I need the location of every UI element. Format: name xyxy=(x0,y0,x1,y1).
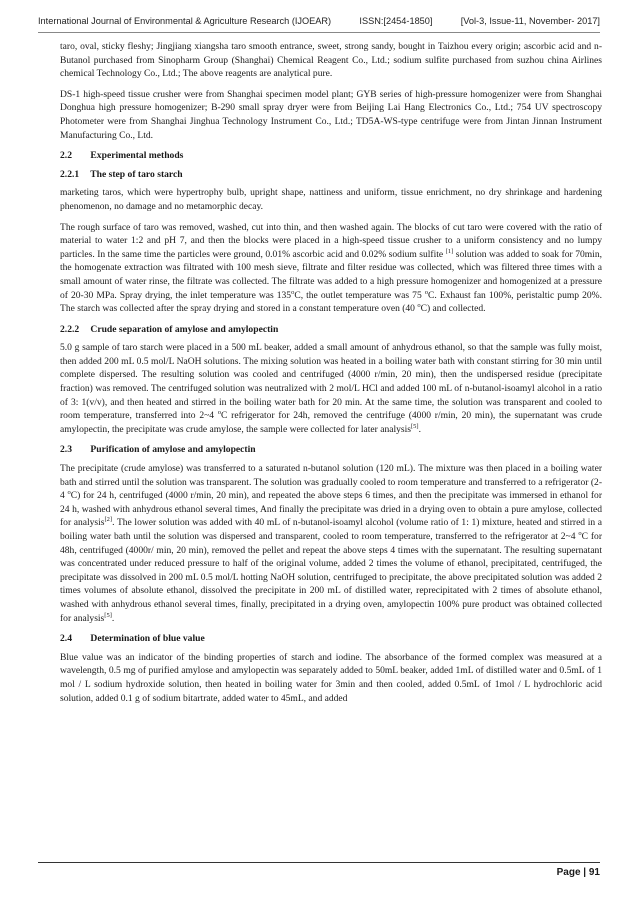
page-number: Page | 91 xyxy=(556,867,600,878)
volume-issue: [Vol-3, Issue-11, November- 2017] xyxy=(460,16,600,26)
text-run: C) and collected. xyxy=(420,303,486,315)
citation: [5] xyxy=(104,611,112,619)
paragraph-crude-separation xyxy=(60,341,602,436)
citation: [1] xyxy=(445,247,454,255)
degree-mark: o xyxy=(424,288,429,296)
section-title: Experimental methods xyxy=(90,150,184,162)
heading-taro-starch-step xyxy=(60,168,602,182)
section-number: 2.2 xyxy=(60,150,72,162)
running-header xyxy=(38,10,600,33)
section-number: 2.2.1 xyxy=(60,168,80,180)
text-run: C for 48h, centrifuged (4000r/ min, 20 min), removed the pellet and repeat the above steps 4 times with the supernatant. The resulting supernatant was concentrated under reduced pressure to half of the original volume, added 2 times the volume of ethanol, precipitated, centrifuged, the precipitate was dissolved in 200 mL 0.5 mol/L hotting NaOH solution, centrifuged to precipitate, the above precipitated solution was added 2 times volumes of absolute ethanol, dissolved the precipitate in 200 mL of distilled water, reprecipitated with 2 times of absolute ethanol, washed with anhydrous ethanol several times, finally, precipitated in a drying oven, amylopectin 100% pure product was obtained collected for analysis xyxy=(60,531,602,624)
section-number: 2.4 xyxy=(60,633,72,645)
paragraph-starch-preparation xyxy=(60,221,602,316)
text-run: The precipitate (crude amylose) was transferred to a saturated n-butanol solution (120 mL). The mixture was then placed in a boiling water bath and stirred until the solution was transparent. The solution was gradually cooled to room temperature and transferred to a refrigerator (2-4 xyxy=(60,463,602,502)
text-run: C refrigerator for 24h, removed the centrifuge (4000 r/min, 20 min), the supernatant was crude amylopectin, the precipitate was crude amylose, the sample were collected for later analysis xyxy=(60,410,602,435)
text-run: C. Exhaust fan 100%, peristaltic pump 20%. The starch was collected after the spray drying and stored in a constant temperature oven (40 xyxy=(60,289,602,315)
section-title: The step of taro starch xyxy=(90,168,183,180)
section-title: Determination of blue value xyxy=(90,633,205,645)
section-title: Purification of amylose and amylopectin xyxy=(90,444,256,456)
citation: [2] xyxy=(104,516,113,524)
heading-blue-value xyxy=(60,632,602,646)
text-run: . xyxy=(111,612,115,624)
section-number: 2.2.2 xyxy=(60,323,80,335)
journal-name: International Journal of Environmental & Agriculture Research (IJOEAR) xyxy=(38,16,332,26)
paragraph-materials: taro, oval, sticky fleshy; Jingjiang xiangsha taro smooth entrance, sweet, strong sandy, bought in Taizhou every origin; ascorbic acid and n-Butanol purchased from Sinopharm Group (Shanghai) Chemical Reagent Co., Ltd.; sodium sulfite purchased from suzhou china Airlines chemical Technology Co., Ltd.; The above reagents are analytical pure. xyxy=(60,41,602,80)
paragraph-instruments: DS-1 high-speed tissue crusher were from Shanghai specimen model plant; GYB series of high-pressure homogenizer were from Shanghai Donghua high pressure homogenizer; B-290 small spray dryer were from Beijing Lai Hang Electronics Co., Ltd.; 754 UV spectroscopy Photometer were from Shanghai Jinghua Technology Instrument Co., Ltd.; TD5A-WS-type centrifuge were from Jintan Jinnan Instrument Manufacturing Co., Ltd. xyxy=(60,88,602,141)
section-title: Crude separation of amylose and amylopectin xyxy=(90,323,279,335)
heading-purification xyxy=(60,443,602,457)
text-run: C) for 24 h, centrifuged (4000 r/min, 20 min), and repeated the above steps 6 times, and then the precipitate was immersed in ethanol for 24 h, washed with anhydrous ethanol several times, And finally the precipitate was dried in a drying oven to obtain a pure amylose, collected for analysis xyxy=(60,490,602,529)
paragraph-blue-value: Blue value was an indicator of the binding properties of starch and iodine. The absorbance of the formed complex was measured at a wavelength, 0.5 mg of purified amylose and amylopectin was separately added to 50mL beaker, added 1mL of distilled water and 0.5mL of 1 mol / L sodium hydroxide solution, then heated in boiling water for 3min and then cooled, added 0.5mL of 1mol / L hydrochloric acid solution, added 0.1 g of sodium bitartrate, added water to 45mL, and added xyxy=(60,651,602,704)
paragraph-taro-selection: marketing taros, which were hypertrophy bulb, upright shape, nattiness and uniform, tissue enrichment, no dry shrinkage and hardening phenomenon, no damage and no metamorphic decay. xyxy=(60,187,602,212)
text-run: C, the outlet temperature was 75 xyxy=(294,289,425,301)
degree-mark: o xyxy=(417,301,421,309)
degree-mark: o xyxy=(217,409,222,417)
issn: ISSN:[2454-1850] xyxy=(359,16,433,26)
heading-experimental-methods xyxy=(60,149,602,163)
body-text xyxy=(60,40,602,712)
text-run: . xyxy=(418,423,421,435)
citation: [5] xyxy=(410,422,419,430)
degree-mark: o xyxy=(291,288,295,296)
degree-mark: o xyxy=(578,529,582,537)
paragraph-purification xyxy=(60,462,602,625)
degree-mark: o xyxy=(67,489,71,497)
text-run: The rough surface of taro was removed, washed, cut into thin, and then washed again. The blocks of cut taro were covered with the ratio of material to water 1:2 and pH 7, and then the blocks were placed in a high-speed tissue crusher to a uniform consistency and no lumpy particles. In the same time the particles were ground, 0.01% ascorbic acid and 0.02% sodium sulfite xyxy=(60,221,602,260)
text-run: 5.0 g sample of taro starch were placed in a 500 mL beaker, added a small amount of anhydrous ethanol, so that the sample was fully moist, then added 200 mL 0.5 mol/L NaOH solutions. The mixing solution was heated in a boiling water bath with constant stirring for 30 min until complete dispersed. The resulting solution was cooled and centrifuged (4000 r/min, 20 min), then the undispersed residue (precipitate fraction) was removed. The centrifuged solution was neutralized with 2 mol/L HCl and added 100 mL of n-butanol-isoamyl alcohol in a ratio of 3: 1(v/v), and then heated and stirred in the boiling water bath for 20 min. At the same time, the solution was transparent and cooled to room temperature, transferred into 2~4 xyxy=(60,342,602,422)
section-number: 2.3 xyxy=(60,444,72,456)
page-footer xyxy=(38,862,600,878)
text-run: solution was added to soak for 70min, the homogenate extraction was filtrated with 100 mesh sieve, filtrate and filter residue was collected, which was filtered three times with a small amount of water rinse, the filtrate was collected. The filtrate was added to a high pressure homogenizer and homogenized at a pressure of 20-30 MPa. Spray drying, the inlet temperature was 135 xyxy=(60,248,602,301)
heading-crude-separation xyxy=(60,323,602,337)
text-run: . The lower solution was added with 40 mL of n-butanol-isoamyl alcohol (volume ratio of 1: 1) mixture, heated and stirred in a boiling water bath until the solution was dispersed and transparent, cooled to room temperature, transferred to the refrigerator at 2~4 xyxy=(60,517,602,542)
